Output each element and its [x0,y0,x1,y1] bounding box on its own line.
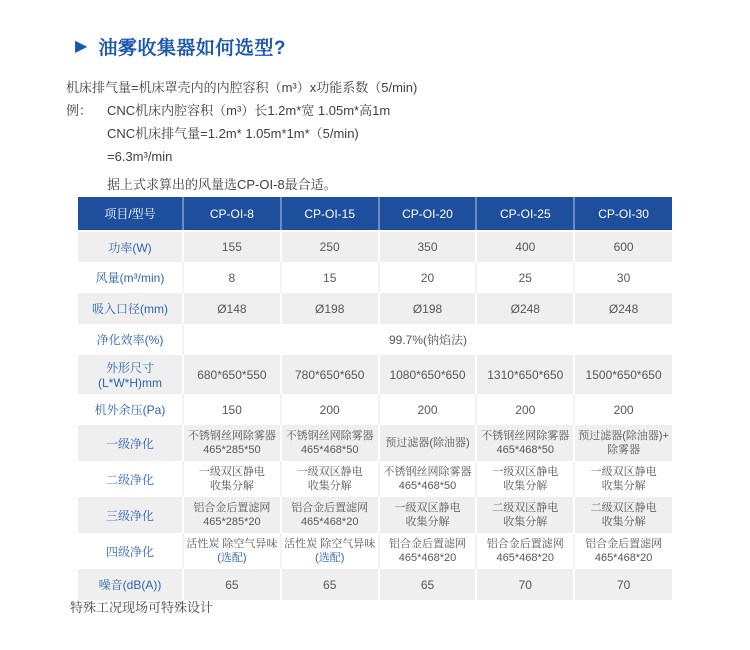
table-row [78,461,672,497]
table-cell: 400 [476,231,574,262]
table-cell: 1080*650*650 [379,355,477,394]
table-cell [379,497,477,533]
cell-line: 活性炭 除空气异味 [284,538,376,550]
cell-line: 不锈钢丝网除雾器 [383,466,472,478]
example-block [66,99,417,168]
table-cell: 200 [613,402,634,417]
row-label: 一级净化 [78,425,183,461]
table-cell [476,533,574,569]
table-cell: 680*650*550 [183,355,281,394]
cell-line: 收集分解 [503,480,548,492]
table-cell: 1310*650*650 [476,355,574,394]
cell-line: 除雾器 [607,444,641,456]
table-row [78,231,672,262]
cell-line: 铝合金后置滤网 [291,502,369,514]
spec-table-wrap [78,197,672,600]
table-row [78,533,672,569]
cell-line: 预过滤器(除油器) [385,437,470,449]
cell-line: 收集分解 [503,516,548,528]
cell-line: 一级双区静电 [394,502,461,514]
table-cell [281,461,379,497]
cell-line: 一级双区静电 [198,466,265,478]
table-cell: Ø148 [183,293,281,324]
table-row [78,497,672,533]
row-label: 功率(W) [78,231,183,262]
table-cell-merged: 99.7%(钠焰法) [388,333,468,347]
table-row [78,293,672,324]
cell-line: 收集分解 [307,480,352,492]
table-row [78,569,672,600]
spec-table [78,197,672,600]
cell-line: 不锈钢丝网除雾器 [285,430,374,442]
table-cell [183,425,281,461]
cell-line: 收集分解 [405,516,450,528]
cell-line: 465*468*50 [398,480,457,492]
section-heading [75,33,286,60]
table-cell [574,461,672,497]
table-cell: 65 [281,569,379,600]
table-cell: Ø248 [476,293,574,324]
cell-line: 铝合金后置滤网 [388,538,466,550]
table-cell [281,497,379,533]
cell-line: 不锈钢丝网除雾器 [187,430,276,442]
table-cell [574,425,672,461]
table-cell [476,497,574,533]
table-cell: 250 [281,231,379,262]
cell-line: 收集分解 [601,480,646,492]
table-row [78,324,672,355]
example-line: CNC机床排气量=1.2m* 1.05m*1m*（5/min) [107,126,359,141]
table-row [78,425,672,461]
table-cell [379,461,477,497]
cell-line: 活性炭 除空气异味 [186,538,278,550]
table-cell: 200 [476,394,574,425]
cell-line: (选配) [217,552,247,564]
table-cell: 600 [613,240,634,254]
cell-line: 收集分解 [601,516,646,528]
table-cell: 70 [476,569,574,600]
cell-line: 一级双区静电 [492,466,559,478]
row-label: 四级净化 [78,533,183,569]
header-row [78,197,672,231]
spec-table-body [78,231,672,600]
cell-line: 465*468*50 [300,444,359,456]
table-cell [281,533,379,569]
table-cell: 65 [379,569,477,600]
table-cell [281,425,379,461]
table-cell: 8 [183,262,281,293]
table-cell [183,461,281,497]
table-cell: Ø198 [281,293,379,324]
formula-line: 机床排气量=机床罩壳内的内腔容积（m³）x功能系数（5/min) [66,80,418,95]
header-cell-model: CP-OI-30 [574,197,672,231]
example-line: CNC机床内腔容积（m³）长1.2m*宽 1.05m*高1m [107,103,391,118]
table-cell [574,497,672,533]
table-cell: 25 [476,262,574,293]
row-label: 二级净化 [78,461,183,497]
table-row [78,355,672,394]
row-label: 机外余压(Pa) [78,394,183,425]
example-line: =6.3m³/min [107,149,173,164]
table-cell: 150 [183,394,281,425]
table-row [78,262,672,293]
table-cell [476,425,574,461]
cell-line: 465*468*20 [398,552,457,564]
table-row [78,394,672,425]
table-cell: 20 [379,262,477,293]
table-cell: 155 [183,231,281,262]
cell-line: 铝合金后置滤网 [585,538,663,550]
row-label: 外形尺寸(L*W*H)mm [78,355,183,394]
cell-line: 465*468*50 [496,444,555,456]
table-cell: 70 [616,577,631,592]
cell-line: 铝合金后置滤网 [193,502,271,514]
cell-line: 465*468*20 [594,552,653,564]
cell-line: 465*468*20 [496,552,555,564]
cell-line: 一级双区静电 [296,466,363,478]
header-cell-model: CP-OI-15 [281,197,379,231]
table-cell [379,425,477,461]
row-label: 噪音(dB(A)) [78,569,183,600]
conclusion-line: 据上式求算出的风量选CP-OI-8最合适。 [107,177,337,192]
footer-note: 特殊工况现场可特殊设计 [70,600,214,615]
header-cell-model: CP-OI-8 [183,197,281,231]
arrow-right-icon: ▶ [75,37,88,55]
table-cell [379,533,477,569]
row-label: 吸入口径(mm) [78,293,183,324]
cell-line: 预过滤器(除油器)+ [578,430,669,442]
cell-line: 二级双区静电 [590,502,657,514]
page-title: 油雾收集器如何选型? [98,38,286,59]
table-cell: 200 [379,394,477,425]
table-cell [574,533,672,569]
table-cell: 780*650*650 [281,355,379,394]
cell-line: 不锈钢丝网除雾器 [481,430,570,442]
table-cell: 200 [281,394,379,425]
header-cell-model: CP-OI-20 [379,197,477,231]
cell-line: 铝合金后置滤网 [486,538,564,550]
table-cell: 350 [379,231,477,262]
spec-table-head [78,197,672,231]
cell-line: (选配) [315,552,345,564]
table-cell: 15 [281,262,379,293]
example-label: 例： [66,103,93,118]
cell-line: 一级双区静电 [590,466,657,478]
header-cell-model: CP-OI-25 [476,197,574,231]
table-cell [183,533,281,569]
cell-line: 二级双区静电 [492,502,559,514]
cell-line: 465*285*20 [203,516,261,528]
header-cell-label: 项目/型号 [78,197,183,231]
table-cell: 30 [616,270,631,285]
table-cell [476,461,574,497]
table-cell: 1500*650*650 [585,367,662,382]
table-cell: Ø248 [608,301,639,316]
row-label: 三级净化 [78,497,183,533]
row-label: 风量(m³/min) [78,262,183,293]
intro-text [66,76,417,196]
cell-line: 465*468*20 [300,516,359,528]
cell-line: 465*285*50 [203,444,261,456]
table-cell: 65 [183,569,281,600]
row-label: 净化效率(%) [78,324,183,355]
table-cell [183,497,281,533]
cell-line: 收集分解 [209,480,254,492]
table-cell: Ø198 [379,293,477,324]
example-lines [107,99,390,168]
